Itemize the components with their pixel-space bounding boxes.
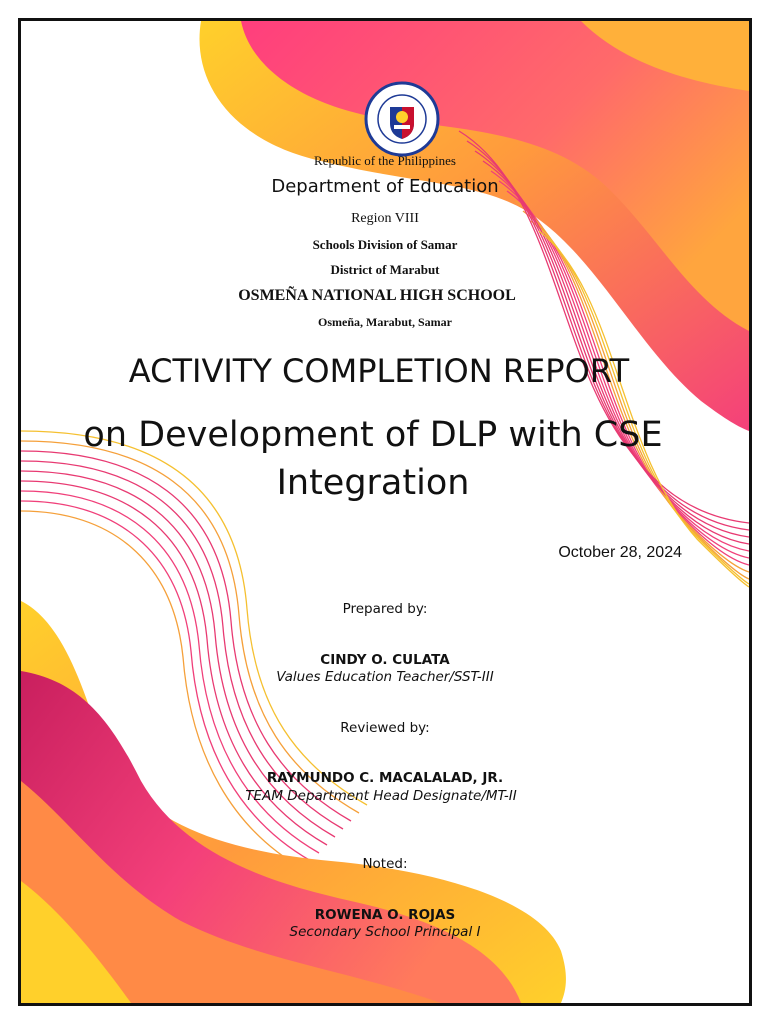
department-line: Department of Education [271, 176, 499, 197]
noted-by-label: Noted: [362, 856, 408, 872]
reviewed-by-label: Reviewed by: [340, 720, 430, 736]
preparer-role: Values Education Teacher/SST-III [276, 669, 494, 685]
division-line: Schools Division of Samar [312, 237, 458, 252]
report-date: October 28, 2024 [558, 544, 682, 561]
approver-role: Secondary School Principal I [289, 924, 481, 940]
district-line: District of Marabut [330, 262, 440, 277]
cover-page [18, 18, 752, 1006]
prepared-by-label: Prepared by: [342, 601, 428, 617]
school-address: Osmeña, Marabut, Samar [318, 315, 452, 329]
report-title: ACTIVITY COMPLETION REPORT [128, 352, 630, 390]
reviewer-role: TEAM Department Head Designate/MT-II [245, 788, 517, 804]
approver-name: ROWENA O. ROJAS [314, 907, 456, 923]
republic-line: Republic of the Philippines [314, 153, 456, 168]
report-subtitle: on Development of DLP with CSE Integration [83, 415, 663, 503]
deped-seal-logo [364, 81, 440, 157]
school-name: OSMEÑA NATIONAL HIGH SCHOOL [238, 287, 516, 304]
preparer-name: CINDY O. CULATA [320, 652, 450, 668]
reviewer-name: RAYMUNDO C. MACALALAD, JR. [266, 770, 504, 786]
region-line: Region VIII [351, 211, 419, 226]
